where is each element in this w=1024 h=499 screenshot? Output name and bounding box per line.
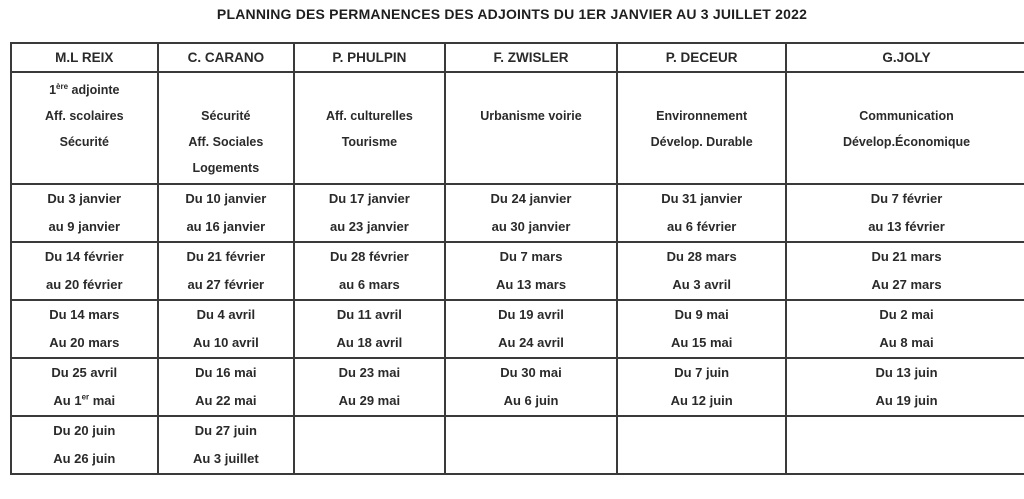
period-line [159, 387, 294, 415]
role-line-text: Aff. culturelles [325, 109, 413, 123]
period-line-text: Du 7 juin [674, 365, 730, 380]
period-line [295, 213, 444, 241]
period-line-text: Du 7 février [870, 191, 943, 206]
column-header-adjoint: G.JOLY [786, 43, 1024, 72]
period-line-text: Du 30 mai [500, 365, 562, 380]
period-line [295, 329, 444, 357]
period-line [787, 387, 1024, 415]
roles-cell [11, 72, 158, 184]
period-line [446, 329, 617, 357]
role-line [787, 77, 1024, 103]
period-line-text: Du 31 janvier [661, 191, 743, 206]
column-header-adjoint: M.L REIX [11, 43, 158, 72]
period-line [787, 271, 1024, 299]
period-line-text: Au 6 juin [503, 393, 559, 408]
period-row [11, 416, 1024, 474]
role-line [159, 129, 294, 155]
period-cell [294, 358, 445, 416]
period-line [159, 213, 294, 241]
role-line [159, 103, 294, 129]
period-line-text: Au 3 avril [672, 277, 731, 292]
period-line-text: au 23 janvier [329, 219, 409, 234]
period-line [618, 271, 785, 299]
period-cell [617, 242, 786, 300]
roles-row [11, 72, 1024, 184]
period-line [295, 185, 444, 213]
period-line [618, 329, 785, 357]
period-line-text: Au 3 juillet [192, 451, 259, 466]
period-cell [445, 300, 618, 358]
role-line-text: Dévelop.Économique [842, 135, 971, 149]
role-line-text: Tourisme [341, 135, 398, 149]
period-line [12, 445, 157, 473]
period-line-suffix: mai [89, 393, 116, 408]
period-line-text: Du 24 janvier [490, 191, 572, 206]
period-line [446, 301, 617, 329]
role-line [12, 103, 157, 129]
role-line-text: Aff. scolaires [45, 109, 124, 123]
period-line [446, 387, 617, 415]
role-line-text: Urbanisme voirie [480, 109, 582, 123]
period-line [295, 359, 444, 387]
period-line-text: Du 14 mars [49, 307, 120, 322]
period-cell [11, 184, 158, 242]
period-cell [158, 184, 295, 242]
roles-cell [786, 72, 1024, 184]
period-line-text: au 13 février [868, 219, 945, 234]
period-line [295, 243, 444, 271]
period-line-text: Au 27 mars [871, 277, 942, 292]
period-line-text: Du 9 mai [674, 307, 729, 322]
column-header-adjoint: C. CARANO [158, 43, 295, 72]
period-line-text: au 6 mars [339, 277, 400, 292]
period-line-text: Du 23 mai [338, 365, 401, 380]
period-line-text: Au 13 mars [495, 277, 567, 292]
period-line [159, 185, 294, 213]
period-line [618, 387, 785, 415]
period-line [618, 359, 785, 387]
period-line-text: Au 24 avril [498, 335, 564, 350]
period-cell [617, 184, 786, 242]
period-line-text: Au 12 juin [670, 393, 733, 408]
period-line [159, 329, 294, 357]
period-line [159, 417, 294, 445]
period-line-text: au 6 février [666, 219, 737, 234]
period-line-text: Au 22 mai [195, 393, 257, 408]
period-line [787, 329, 1024, 357]
period-cell [11, 358, 158, 416]
empty-cell [617, 416, 786, 474]
period-line [787, 213, 1024, 241]
period-cell [786, 358, 1024, 416]
role-line [787, 103, 1024, 129]
period-line-text: Du 2 mai [879, 307, 934, 322]
period-line-text: Au 18 avril [336, 335, 403, 350]
period-line [12, 243, 157, 271]
period-line [12, 213, 157, 241]
period-cell [158, 358, 295, 416]
period-line-text: Au 20 mars [49, 335, 120, 350]
role-line-text: Communication [859, 109, 954, 123]
role-line [12, 77, 157, 103]
role-line [446, 77, 617, 103]
period-cell [158, 300, 295, 358]
empty-cell [786, 416, 1024, 474]
period-line-text: Au 10 avril [192, 335, 259, 350]
period-line [12, 387, 157, 415]
period-line-text: au 30 janvier [491, 219, 571, 234]
column-header-adjoint: P. PHULPIN [294, 43, 445, 72]
period-line-text: Du 11 avril [336, 307, 402, 322]
roles-cell [294, 72, 445, 184]
period-line [12, 329, 157, 357]
period-cell [11, 300, 158, 358]
period-line [618, 185, 785, 213]
role-line [295, 129, 444, 155]
period-cell [786, 300, 1024, 358]
role-line [159, 77, 294, 103]
period-line-text: au 27 février [187, 277, 265, 292]
empty-cell [445, 416, 618, 474]
role-line-text: Sécurité [59, 135, 109, 149]
role-line [295, 103, 444, 129]
period-line-text: Du 4 avril [196, 307, 256, 322]
period-line-text: Du 3 janvier [47, 191, 122, 206]
role-line [618, 77, 785, 103]
period-line-text: Du 14 février [44, 249, 124, 264]
period-row [11, 184, 1024, 242]
period-cell [617, 358, 786, 416]
role-line-text: Logements [192, 161, 260, 175]
period-line [787, 359, 1024, 387]
period-cell [158, 416, 295, 474]
period-row [11, 358, 1024, 416]
period-line [295, 387, 444, 415]
role-line-suffix: adjointe [68, 83, 120, 97]
period-line [159, 445, 294, 473]
period-line-text: Au 29 mai [338, 393, 401, 408]
period-line [787, 185, 1024, 213]
period-line [12, 417, 157, 445]
period-line [295, 271, 444, 299]
role-line [295, 77, 444, 103]
period-cell [294, 300, 445, 358]
period-line-text: Au 8 mai [879, 335, 934, 350]
period-line [618, 301, 785, 329]
role-line [787, 129, 1024, 155]
period-cell [445, 242, 618, 300]
period-line-text: Du 19 avril [498, 307, 564, 322]
period-line-text: Du 28 mars [666, 249, 737, 264]
period-line [159, 359, 294, 387]
period-cell [158, 242, 295, 300]
roles-cell [158, 72, 295, 184]
period-line [12, 185, 157, 213]
period-line-text: Du 28 février [330, 249, 409, 264]
period-line-text: Du 7 mars [499, 249, 563, 264]
period-line-text: Au 15 mai [670, 335, 733, 350]
role-line-text: 1 [49, 83, 57, 97]
period-cell [786, 184, 1024, 242]
period-cell [617, 300, 786, 358]
period-line [12, 359, 157, 387]
role-line-text: Aff. Sociales [188, 135, 264, 149]
period-cell [294, 242, 445, 300]
header-row [11, 43, 1024, 72]
period-line-text: au 20 février [45, 277, 123, 292]
period-line [446, 243, 617, 271]
role-line [446, 103, 617, 129]
role-line [618, 129, 785, 155]
period-line-text: Du 25 avril [51, 365, 118, 380]
period-line [446, 359, 617, 387]
period-line-text: Du 10 janvier [185, 191, 267, 206]
empty-cell [294, 416, 445, 474]
page-title: PLANNING DES PERMANENCES DES ADJOINTS DU 1ER JANVIER AU 3 JUILLET 2022 [216, 6, 808, 22]
period-line-text: Du 27 juin [194, 423, 257, 438]
period-cell [786, 242, 1024, 300]
period-line [787, 243, 1024, 271]
role-line-text: Sécurité [201, 109, 251, 123]
role-line-text: Dévelop. Durable [650, 135, 753, 149]
period-line [446, 185, 617, 213]
period-line [618, 243, 785, 271]
column-header-adjoint: F. ZWISLER [445, 43, 618, 72]
period-cell [11, 416, 158, 474]
period-line-text: Du 17 janvier [328, 191, 410, 206]
role-line-text: Environnement [656, 109, 748, 123]
period-row [11, 300, 1024, 358]
role-line [12, 129, 157, 155]
period-line-text: au 16 janvier [186, 219, 266, 234]
period-line-text: Du 13 juin [875, 365, 938, 380]
role-line [159, 155, 294, 181]
period-line-text: Du 21 février [186, 249, 266, 264]
period-line-text: Au 26 juin [53, 451, 116, 466]
period-line-text: Du 21 mars [871, 249, 942, 264]
period-line [159, 271, 294, 299]
role-line [618, 103, 785, 129]
period-line [446, 213, 617, 241]
period-line-superscript: er [81, 392, 90, 402]
period-line [295, 301, 444, 329]
period-line [12, 301, 157, 329]
period-line [159, 243, 294, 271]
period-line-text: Au 1 [53, 393, 82, 408]
period-cell [11, 242, 158, 300]
period-line [12, 271, 157, 299]
period-cell [445, 184, 618, 242]
period-line [159, 301, 294, 329]
role-line-superscript: ère [56, 81, 69, 91]
period-line [618, 213, 785, 241]
period-line-text: au 9 janvier [48, 219, 121, 234]
roles-cell [617, 72, 786, 184]
column-header-adjoint: P. DECEUR [617, 43, 786, 72]
period-cell [445, 358, 618, 416]
period-row [11, 242, 1024, 300]
period-line-text: Du 16 mai [195, 365, 257, 380]
period-cell [294, 184, 445, 242]
period-line-text: Au 19 juin [875, 393, 938, 408]
planning-table [10, 42, 1024, 475]
period-line [787, 301, 1024, 329]
roles-cell [445, 72, 618, 184]
period-line [446, 271, 617, 299]
period-line-text: Du 20 juin [53, 423, 116, 438]
